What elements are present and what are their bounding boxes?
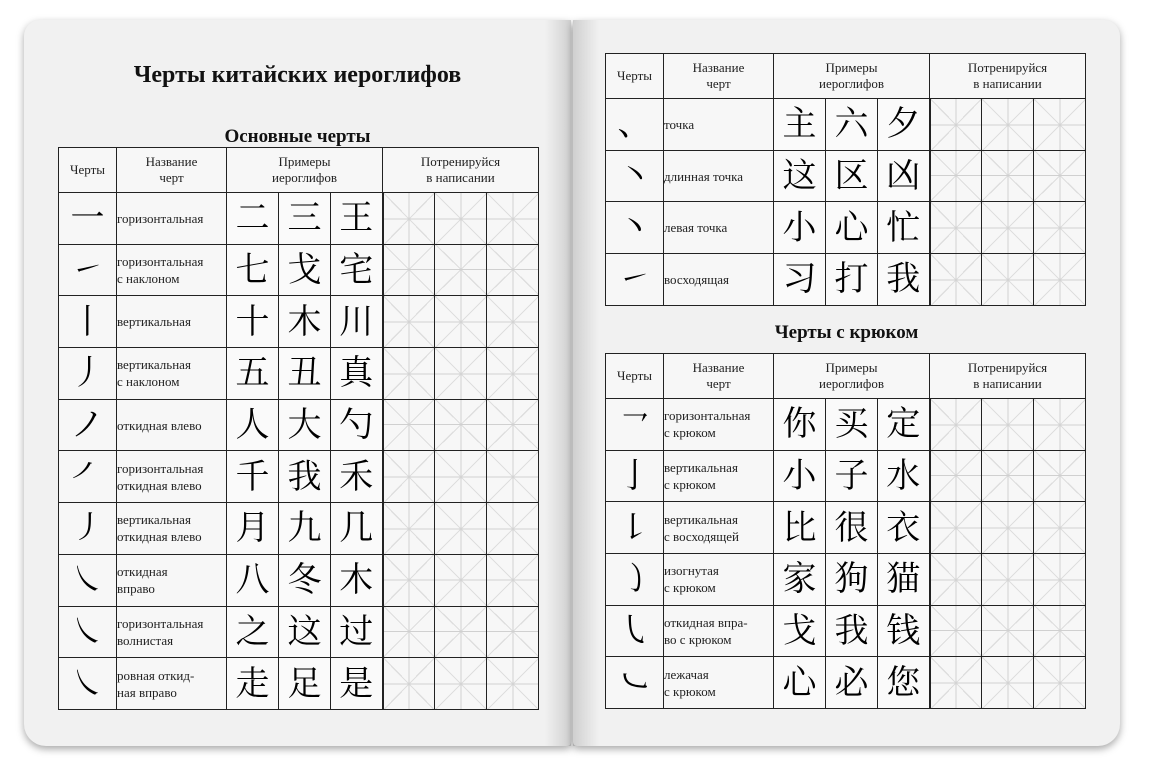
stroke-glyph: 丶 <box>606 202 664 254</box>
example-character: 六 <box>826 99 878 151</box>
practice-cell[interactable] <box>435 658 487 710</box>
example-character: 狗 <box>826 554 878 606</box>
practice-cell[interactable] <box>930 502 982 554</box>
example-character: 心 <box>826 202 878 254</box>
table-row <box>59 658 539 710</box>
practice-cell[interactable] <box>383 399 435 451</box>
example-character: 月 <box>227 503 279 555</box>
practice-cell[interactable] <box>1034 399 1086 451</box>
stroke-name: ровная откид- ная вправо <box>117 658 227 710</box>
practice-cell[interactable] <box>982 202 1034 254</box>
example-character: 戈 <box>774 605 826 657</box>
stroke-glyph: ノ <box>59 399 117 451</box>
practice-cell[interactable] <box>1034 657 1086 709</box>
stroke-name: откидная влево <box>117 399 227 451</box>
example-character: 我 <box>279 451 331 503</box>
stroke-glyph: 、 <box>606 99 664 151</box>
practice-cell[interactable] <box>435 193 487 245</box>
practice-cell[interactable] <box>982 502 1034 554</box>
practice-cell[interactable] <box>930 605 982 657</box>
stroke-name: горизонтальная <box>117 193 227 245</box>
practice-cell[interactable] <box>982 554 1034 606</box>
example-character: 凶 <box>878 150 930 202</box>
practice-cell[interactable] <box>1034 605 1086 657</box>
example-character: 钱 <box>878 605 930 657</box>
stroke-name: горизонтальная откидная влево <box>117 451 227 503</box>
practice-cell[interactable] <box>982 399 1034 451</box>
stroke-name: вертикальная с наклоном <box>117 348 227 400</box>
header-name: Название черт <box>664 354 774 399</box>
stroke-name: откидная впра- во с крюком <box>664 605 774 657</box>
header-row <box>59 148 539 193</box>
example-character: 心 <box>774 657 826 709</box>
example-character: 三 <box>279 193 331 245</box>
hook-strokes-table <box>605 353 1086 709</box>
stroke-name: лежачая с крюком <box>664 657 774 709</box>
stroke-name: восходящая <box>664 254 774 306</box>
example-character: 七 <box>227 244 279 296</box>
example-character: 足 <box>279 658 331 710</box>
example-character: 你 <box>774 399 826 451</box>
example-character: 之 <box>227 606 279 658</box>
stroke-name: горизонтальная с крюком <box>664 399 774 451</box>
header-strokes: Черты <box>59 148 117 193</box>
example-character: 子 <box>826 450 878 502</box>
header-strokes: Черты <box>606 54 664 99</box>
example-character: 大 <box>279 399 331 451</box>
stroke-name: вертикальная откидная влево <box>117 503 227 555</box>
left-page <box>24 20 571 746</box>
stroke-glyph: ㇀ <box>606 254 664 306</box>
practice-cell[interactable] <box>383 348 435 400</box>
example-character: 禾 <box>331 451 383 503</box>
practice-cell[interactable] <box>487 606 539 658</box>
example-character: 衣 <box>878 502 930 554</box>
example-character: 九 <box>279 503 331 555</box>
stroke-glyph: 丨 <box>59 296 117 348</box>
header-examples: Примеры иероглифов <box>774 354 930 399</box>
practice-cell[interactable] <box>435 606 487 658</box>
example-character: 买 <box>826 399 878 451</box>
example-character: 主 <box>774 99 826 151</box>
stroke-glyph: 丿 <box>59 348 117 400</box>
practice-cell[interactable] <box>1034 202 1086 254</box>
right-page <box>573 20 1120 746</box>
example-character: 勺 <box>331 399 383 451</box>
basic-strokes-table <box>58 147 539 710</box>
example-character: 必 <box>826 657 878 709</box>
table-row <box>606 657 1086 709</box>
stroke-glyph: ㇏ <box>59 606 117 658</box>
header-row <box>606 54 1086 99</box>
stroke-glyph: ㇔ <box>606 150 664 202</box>
header-row <box>606 354 1086 399</box>
practice-cell[interactable] <box>435 348 487 400</box>
example-character: 猫 <box>878 554 930 606</box>
practice-cell[interactable] <box>1034 502 1086 554</box>
practice-cell[interactable] <box>487 348 539 400</box>
stroke-glyph: ㇏ <box>59 658 117 710</box>
practice-cell[interactable] <box>930 399 982 451</box>
header-practice: Потренируйся в написании <box>930 54 1086 99</box>
practice-cell[interactable] <box>930 554 982 606</box>
practice-cell[interactable] <box>435 503 487 555</box>
example-character: 是 <box>331 658 383 710</box>
example-character: 人 <box>227 399 279 451</box>
example-character: 川 <box>331 296 383 348</box>
table-row <box>59 296 539 348</box>
practice-cell[interactable] <box>487 399 539 451</box>
practice-cell[interactable] <box>487 296 539 348</box>
table-row <box>606 605 1086 657</box>
practice-cell[interactable] <box>1034 150 1086 202</box>
example-character: 区 <box>826 150 878 202</box>
example-character: 冬 <box>279 554 331 606</box>
practice-cell[interactable] <box>487 451 539 503</box>
practice-cell[interactable] <box>487 244 539 296</box>
example-character: 家 <box>774 554 826 606</box>
stroke-glyph: ㇂ <box>606 605 664 657</box>
stroke-name: вертикальная с восходящей <box>664 502 774 554</box>
example-character: 二 <box>227 193 279 245</box>
stroke-glyph: ㇀ <box>59 244 117 296</box>
practice-cell[interactable] <box>1034 254 1086 306</box>
gutter-shadow <box>573 20 599 746</box>
practice-cell[interactable] <box>383 503 435 555</box>
practice-cell[interactable] <box>383 296 435 348</box>
example-character: 王 <box>331 193 383 245</box>
stroke-name: точка <box>664 99 774 151</box>
practice-cell[interactable] <box>930 657 982 709</box>
table-row <box>59 399 539 451</box>
practice-cell[interactable] <box>383 658 435 710</box>
practice-cell[interactable] <box>1034 99 1086 151</box>
table-row <box>606 150 1086 202</box>
header-examples: Примеры иероглифов <box>227 148 383 193</box>
practice-cell[interactable] <box>383 193 435 245</box>
table-row <box>59 606 539 658</box>
practice-cell[interactable] <box>982 450 1034 502</box>
stroke-name: вертикальная <box>117 296 227 348</box>
stroke-glyph: ㇃ <box>606 657 664 709</box>
practice-cell[interactable] <box>435 244 487 296</box>
practice-cell[interactable] <box>1034 450 1086 502</box>
practice-cell[interactable] <box>435 296 487 348</box>
practice-cell[interactable] <box>1034 554 1086 606</box>
example-character: 这 <box>279 606 331 658</box>
practice-cell[interactable] <box>487 503 539 555</box>
example-character: 我 <box>826 605 878 657</box>
stroke-name: вертикальная с крюком <box>664 450 774 502</box>
example-character: 打 <box>826 254 878 306</box>
example-character: 定 <box>878 399 930 451</box>
table-row <box>606 99 1086 151</box>
header-name: Название черт <box>664 54 774 99</box>
example-character: 习 <box>774 254 826 306</box>
practice-cell[interactable] <box>383 451 435 503</box>
section-title-basic: Основные черты <box>224 126 371 147</box>
practice-cell[interactable] <box>930 99 982 151</box>
stroke-glyph: ㇓ <box>59 503 117 555</box>
example-character: 您 <box>878 657 930 709</box>
table-row <box>59 348 539 400</box>
example-character: 宅 <box>331 244 383 296</box>
table-row <box>606 399 1086 451</box>
example-character: 水 <box>878 450 930 502</box>
practice-cell[interactable] <box>487 554 539 606</box>
example-character: 比 <box>774 502 826 554</box>
stroke-glyph: ㇒ <box>59 451 117 503</box>
practice-cell[interactable] <box>383 606 435 658</box>
example-character: 木 <box>279 296 331 348</box>
example-character: 过 <box>331 606 383 658</box>
practice-cell[interactable] <box>487 193 539 245</box>
practice-cell[interactable] <box>383 244 435 296</box>
section-title-hook: Черты с крюком <box>774 322 919 343</box>
table-row <box>59 451 539 503</box>
example-character: 十 <box>227 296 279 348</box>
practice-cell[interactable] <box>930 150 982 202</box>
header-practice: Потренируйся в написании <box>930 354 1086 399</box>
table-row <box>59 244 539 296</box>
example-character: 五 <box>227 348 279 400</box>
example-character: 真 <box>331 348 383 400</box>
practice-cell[interactable] <box>982 254 1034 306</box>
practice-cell[interactable] <box>982 99 1034 151</box>
practice-cell[interactable] <box>487 658 539 710</box>
stroke-name: откидная вправо <box>117 554 227 606</box>
table-row <box>59 193 539 245</box>
example-character: 小 <box>774 202 826 254</box>
header-name: Название черт <box>117 148 227 193</box>
table-row <box>606 502 1086 554</box>
example-character: 八 <box>227 554 279 606</box>
example-character: 忙 <box>878 202 930 254</box>
table-row <box>606 450 1086 502</box>
example-character: 走 <box>227 658 279 710</box>
example-character: 几 <box>331 503 383 555</box>
practice-cell[interactable] <box>930 450 982 502</box>
stroke-name: левая точка <box>664 202 774 254</box>
practice-cell[interactable] <box>982 657 1034 709</box>
stroke-name: длинная точка <box>664 150 774 202</box>
example-character: 夕 <box>878 99 930 151</box>
table-row <box>606 554 1086 606</box>
stroke-glyph: ㇁ <box>606 554 664 606</box>
practice-cell[interactable] <box>383 554 435 606</box>
practice-cell[interactable] <box>982 605 1034 657</box>
stroke-name: горизонтальная волнистая <box>117 606 227 658</box>
example-character: 木 <box>331 554 383 606</box>
stroke-name: горизонтальная с наклоном <box>117 244 227 296</box>
stroke-glyph: 亅 <box>606 450 664 502</box>
stroke-glyph: ㇏ <box>59 554 117 606</box>
stroke-glyph: ㇖ <box>606 399 664 451</box>
practice-cell[interactable] <box>435 554 487 606</box>
table-row <box>59 503 539 555</box>
practice-cell[interactable] <box>982 150 1034 202</box>
example-character: 很 <box>826 502 878 554</box>
stroke-glyph: ㇙ <box>606 502 664 554</box>
header-practice: Потренируйся в написании <box>383 148 539 193</box>
header-examples: Примеры иероглифов <box>774 54 930 99</box>
dot-strokes-table <box>605 53 1086 306</box>
stroke-glyph: 一 <box>59 193 117 245</box>
practice-cell[interactable] <box>435 399 487 451</box>
example-character: 丑 <box>279 348 331 400</box>
practice-cell[interactable] <box>930 254 982 306</box>
header-strokes: Черты <box>606 354 664 399</box>
stroke-name: изогнутая с крюком <box>664 554 774 606</box>
example-character: 我 <box>878 254 930 306</box>
practice-cell[interactable] <box>930 202 982 254</box>
example-character: 小 <box>774 450 826 502</box>
table-row <box>606 202 1086 254</box>
table-row <box>606 254 1086 306</box>
table-row <box>59 554 539 606</box>
example-character: 戈 <box>279 244 331 296</box>
example-character: 这 <box>774 150 826 202</box>
page-title: Черты китайских иероглифов <box>133 62 462 88</box>
example-character: 千 <box>227 451 279 503</box>
practice-cell[interactable] <box>435 451 487 503</box>
